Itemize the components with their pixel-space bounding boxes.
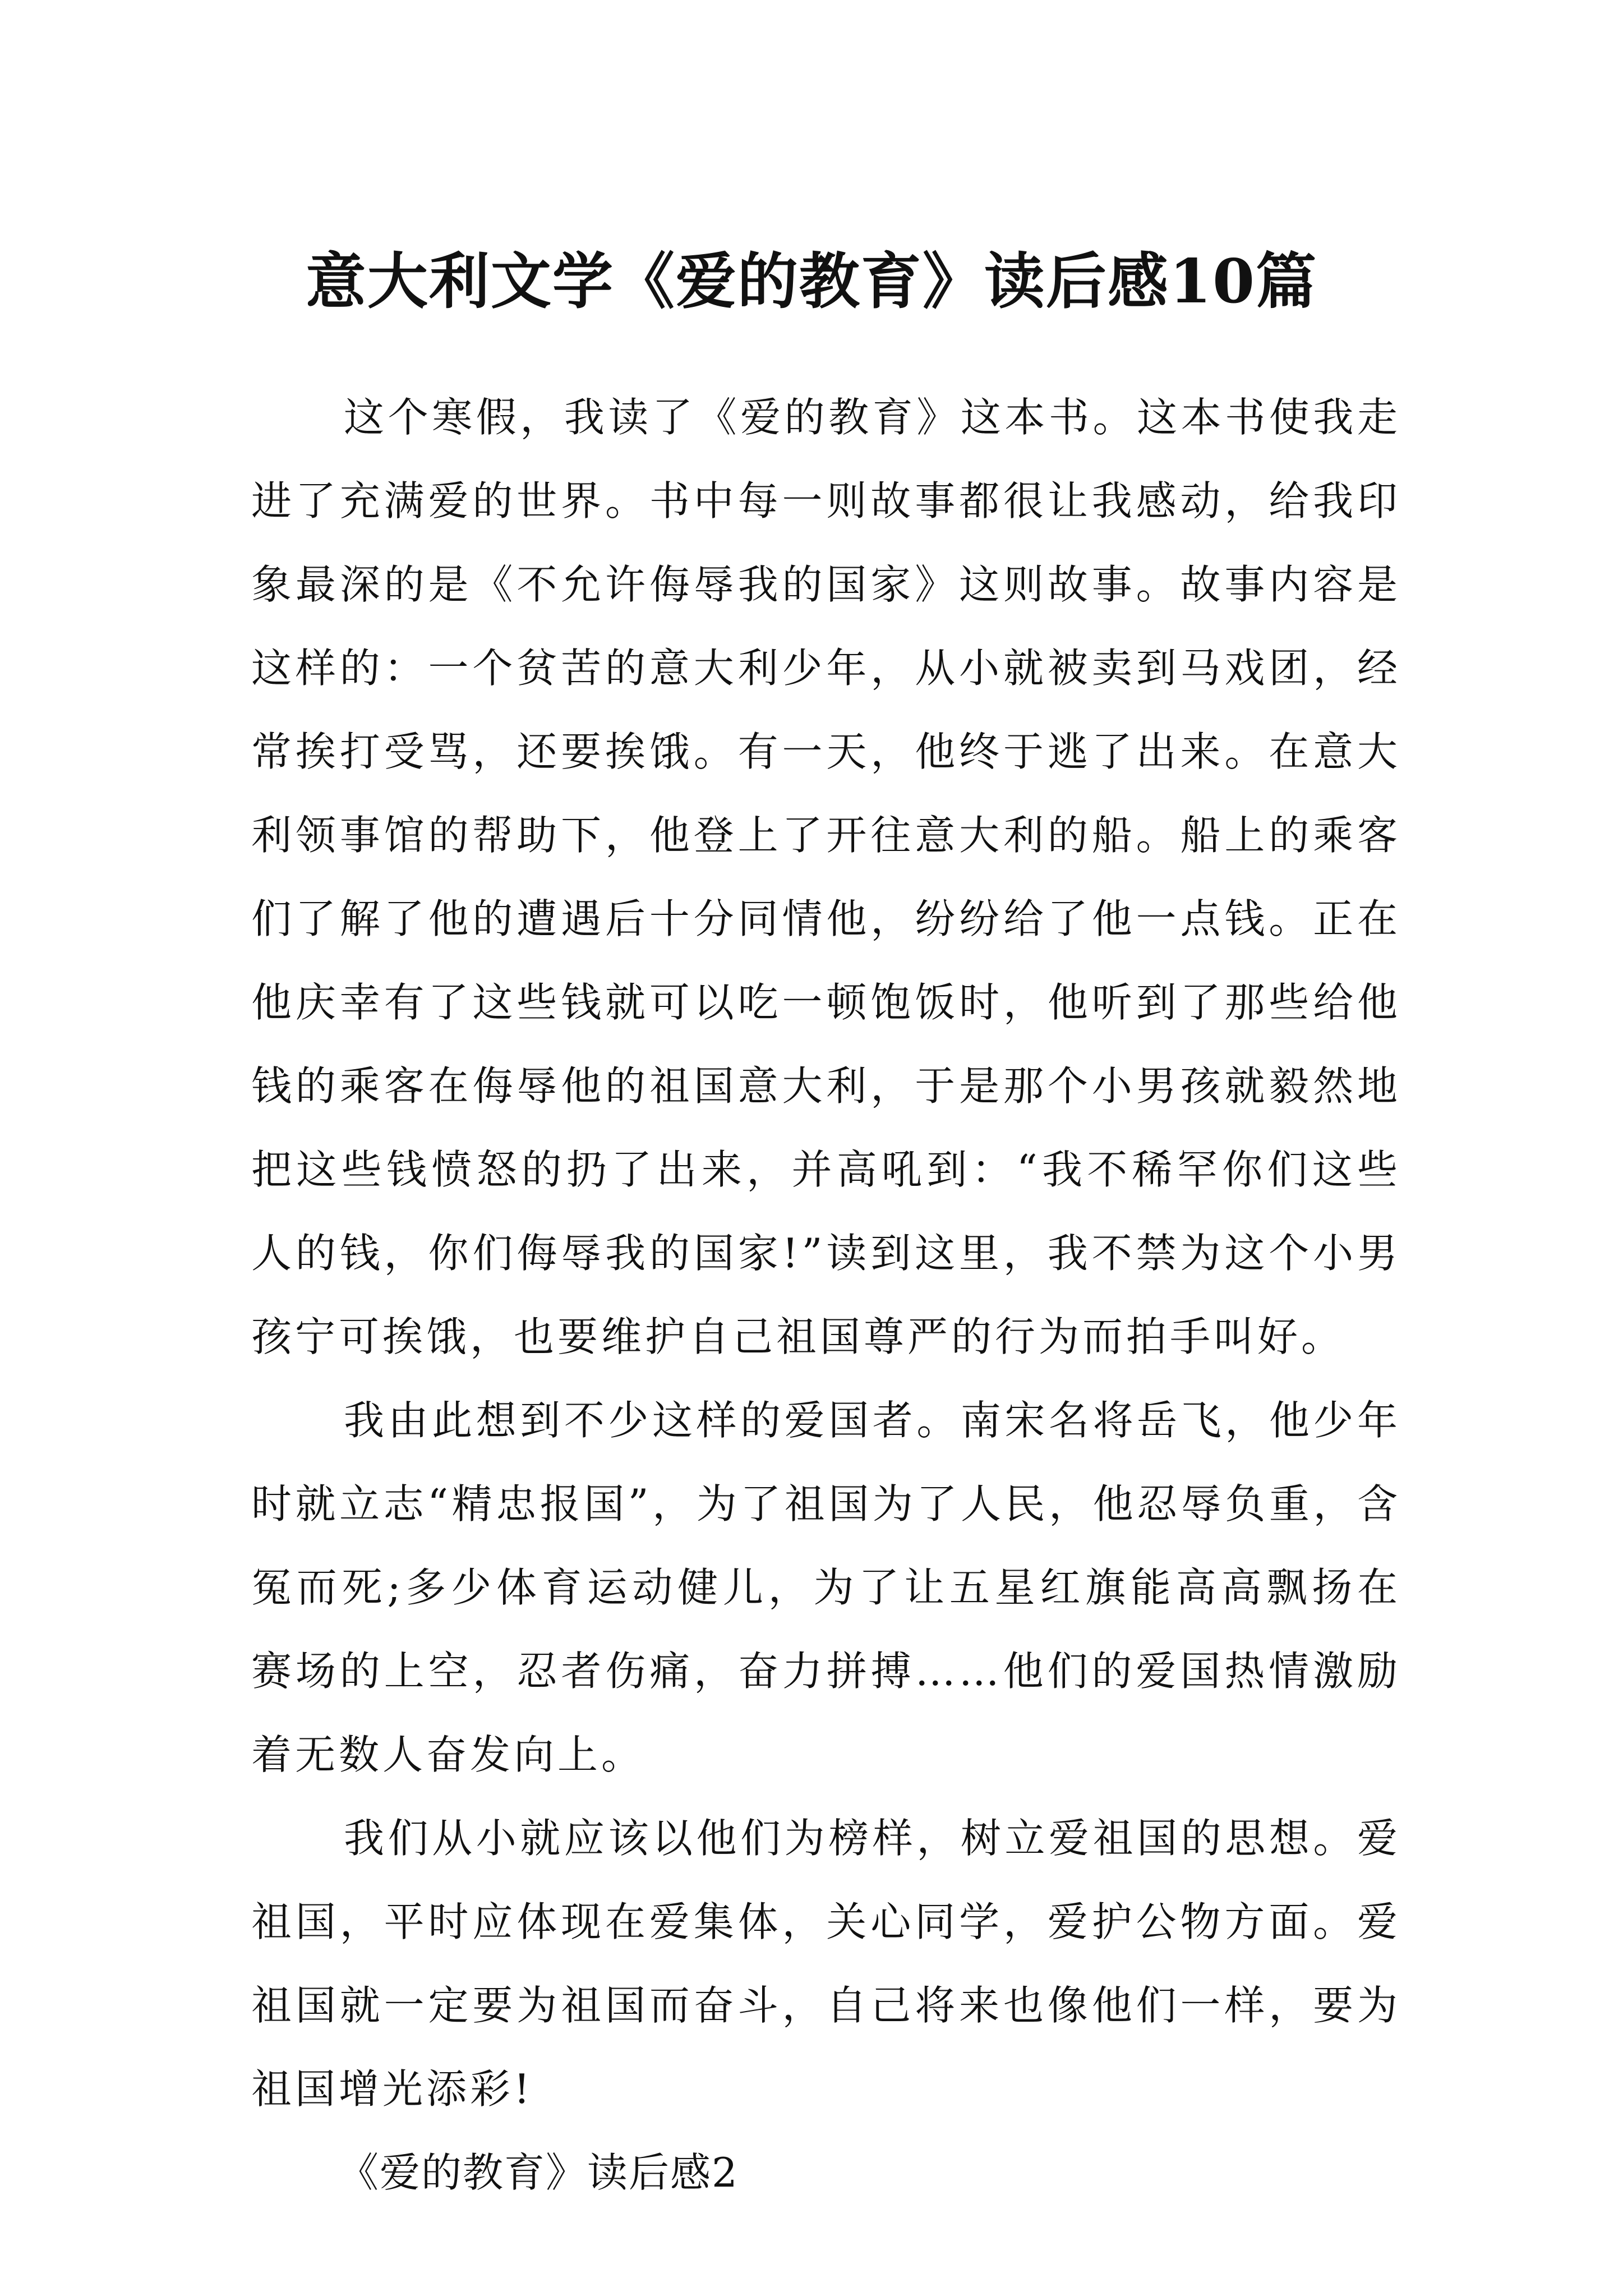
paragraph-2: 我由此想到不少这样的爱国者。南宋名将岳飞，他少年时就立志“精忠报国”，为了祖国为了人民，他忍辱负重，含冤而死;多少体育运动健儿，为了让五星红旗能高高飘扬在赛场的上空，忍者伤痛，奋力拼搏……他们的爱国热情激励着无数人奋发向上。 bbox=[251, 1397, 1401, 1778]
paragraph-1: 这个寒假，我读了《爱的教育》这本书。这本书使我走进了充满爱的世界。书中每一则故事都很让我感动，给我印象最深的是《不允许侮辱我的国家》这则故事。故事内容是这样的：一个贫苦的意大利少年，从小就被卖到马戏团，经常挨打受骂，还要挨饿。有一天，他终于逃了出来。在意大利领事馆的帮助下，他登上了开往意大利的船。船上的乘客们了解了他的遭遇后十分同情他，纷纷给了他一点钱。正在他庆幸有了这些钱就可以吃一顿饱饭时，他听到了那些给他钱的乘客在侮辱他的祖国意大利，于是那个小男孩就毅然地把这些钱愤怒的扔了出来，并高吼到：“我不稀罕你们这些人的钱，你们侮辱我的国家!”读到这里，我不禁为这个小男孩宁可挨饿，也要维护自己祖国尊严的行为而拍手叫好。 bbox=[251, 394, 1401, 1360]
document-body bbox=[251, 376, 1401, 2215]
paragraph-3: 我们从小就应该以他们为榜样，树立爱祖国的思想。爱祖国，平时应体现在爱集体，关心同学，爱护公物方面。爱祖国就一定要为祖国而奋斗，自己将来也像他们一样，要为祖国增光添彩! bbox=[251, 1815, 1401, 2113]
section-heading: 《爱的教育》读后感2 bbox=[338, 2149, 739, 2196]
document-title: 意大利文学《爱的教育》读后感10篇 bbox=[305, 246, 1318, 318]
